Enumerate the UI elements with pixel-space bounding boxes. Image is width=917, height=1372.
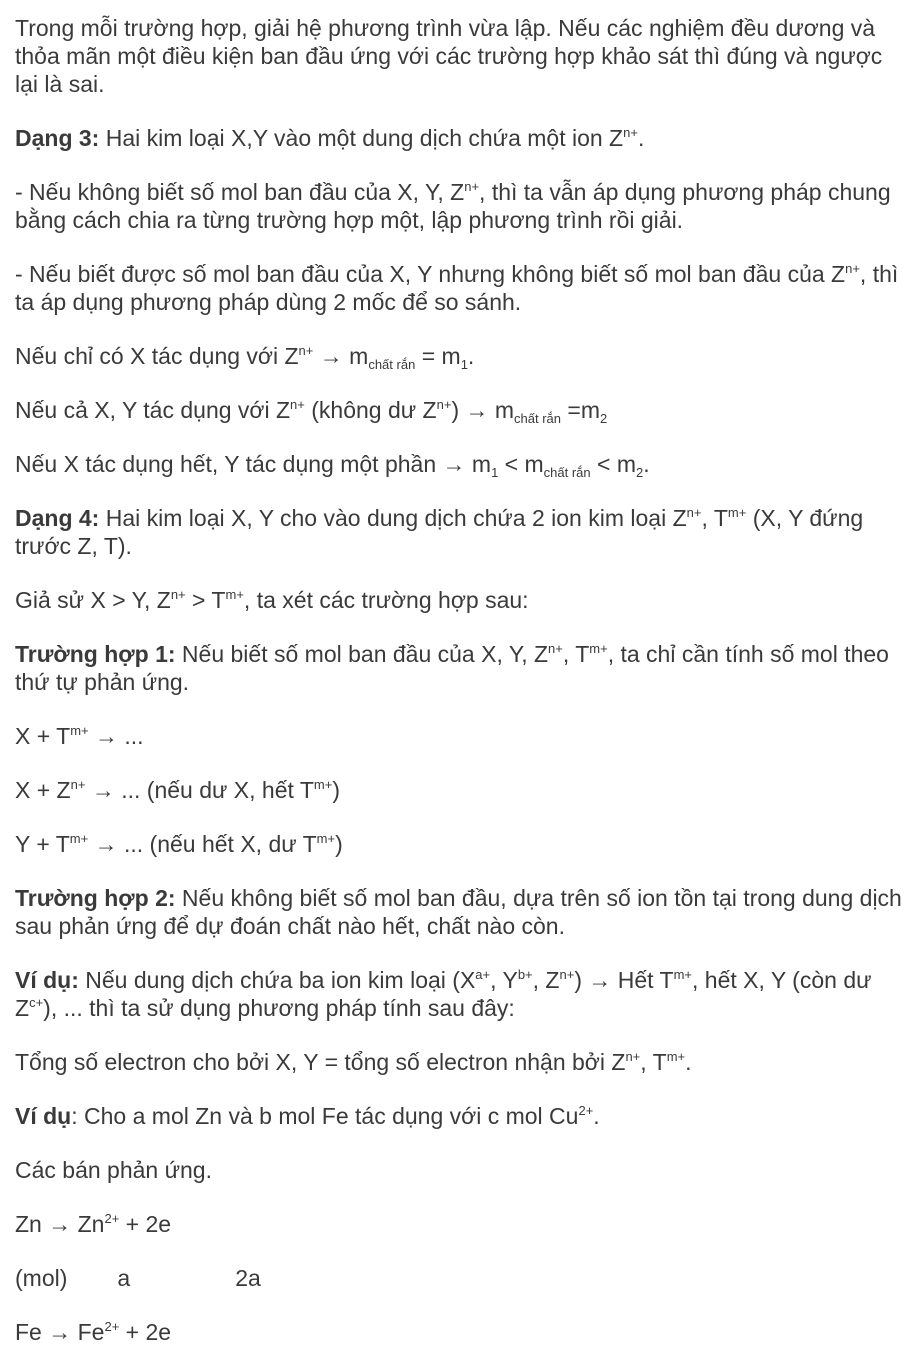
reaction-y-t	[15, 830, 905, 858]
text: < m	[498, 451, 544, 477]
text: , T	[701, 505, 728, 531]
superscript: a+	[475, 967, 491, 982]
text: .	[685, 1049, 692, 1075]
text: Nếu X tác dụng hết, Y tác dụng một phần → m	[15, 451, 492, 477]
text: - Nếu biết được số mol ban đầu của X, Y nhưng không biết số mol ban đầu của Z	[15, 261, 846, 287]
text: ) → m	[451, 397, 515, 423]
text: Hai kim loại X,Y vào một dung dịch chứa một ion Z	[99, 125, 624, 151]
mol-value-2a: 2a	[235, 1265, 261, 1291]
dang4-label: Dạng 4:	[15, 505, 100, 531]
text: Nếu không biết số mol ban đầu, dựa trên số ion tồn tại trong dung dịch sau phản ứng để dự đoán chất nào hết, chất nào còn.	[15, 885, 902, 939]
text: Nếu cả X, Y tác dụng với Z	[15, 397, 291, 423]
text: ), ... thì ta sử dụng phương pháp tính sau đây:	[43, 995, 515, 1021]
superscript: m+	[69, 831, 89, 846]
text: )	[332, 777, 340, 803]
case1-label: Trường hợp 1:	[15, 641, 176, 667]
text: → ... (nếu dư X, hết T	[85, 777, 314, 803]
text: - Nếu không biết số mol ban đầu của X, Y, Z	[15, 179, 465, 205]
superscript: 2+	[104, 1319, 120, 1334]
text: → m	[313, 343, 369, 369]
superscript: m+	[70, 723, 89, 738]
text: .	[593, 1103, 600, 1129]
text: , ta chỉ cần tính số mol theo thứ tự phản ứng.	[15, 641, 889, 695]
text: (X, Y đứng trước Z, T).	[15, 505, 864, 559]
reaction-x-z	[15, 776, 905, 804]
superscript: n+	[70, 777, 86, 792]
superscript: n+	[298, 343, 314, 358]
text: < m	[590, 451, 637, 477]
text: = m	[415, 343, 461, 369]
text: ) → Hết T	[574, 967, 674, 993]
text: Zn → Zn	[15, 1211, 105, 1237]
text: , Y	[490, 967, 518, 993]
mol-value-a: a	[117, 1265, 131, 1291]
superscript: n+	[623, 125, 638, 140]
reaction-zn	[15, 1210, 905, 1238]
subscript: 1	[460, 357, 468, 372]
example1-paragraph	[15, 966, 905, 1022]
text: , ta xét các trường hợp sau:	[243, 587, 529, 613]
text: : Cho a mol Zn và b mol Fe tác dụng với c mol Cu	[71, 1103, 579, 1129]
text: , thì ta vẫn áp dụng phương pháp chung bằng cách chia ra từng trường hợp một, lập phương trình rồi giải.	[15, 179, 891, 233]
superscript: m+	[589, 641, 608, 656]
dang3-case-unknown	[15, 178, 905, 234]
case2-paragraph	[15, 884, 905, 940]
text: X + Z	[15, 777, 71, 803]
text: .	[643, 451, 650, 477]
superscript: n+	[170, 587, 186, 602]
subscript: chất rắn	[368, 357, 416, 372]
text: , Z	[532, 967, 560, 993]
text: , hết X, Y (còn dư Z	[15, 967, 872, 1021]
text: .	[467, 343, 475, 369]
case2-label: Trường hợp 2:	[15, 885, 176, 911]
superscript: m+	[673, 967, 693, 982]
superscript: m+	[727, 505, 747, 520]
superscript: m+	[225, 587, 244, 602]
text: Y + T	[15, 831, 70, 857]
text: > T	[185, 587, 226, 613]
superscript: n+	[464, 179, 480, 194]
text: )	[335, 831, 343, 857]
subscript: chất rắn	[514, 411, 562, 426]
text: → ... (nếu hết X, dư T	[88, 831, 317, 857]
example1-label: Ví dụ:	[15, 967, 79, 993]
electron-balance	[15, 1048, 905, 1076]
superscript: n+	[845, 261, 860, 276]
superscript: 2+	[104, 1211, 120, 1226]
superscript: n+	[686, 505, 702, 520]
text: , thì ta áp dụng phương pháp dùng 2 mốc để so sánh.	[15, 261, 899, 315]
half-reactions-intro	[15, 1156, 905, 1184]
text: Nếu dung dịch chứa ba ion kim loại (X	[78, 967, 476, 993]
reaction-fe	[15, 1318, 905, 1346]
text: X + T	[15, 723, 71, 749]
text: .	[637, 125, 645, 151]
text: + 2e	[119, 1211, 172, 1237]
superscript: b+	[517, 967, 533, 982]
text: Nếu biết số mol ban đầu của X, Y, Z	[175, 641, 549, 667]
dang3-case-known	[15, 260, 905, 316]
text: + 2e	[119, 1319, 172, 1345]
text: Tổng số electron cho bởi X, Y = tổng số electron nhận bởi Z	[15, 1049, 626, 1075]
dang3-heading-paragraph	[15, 124, 905, 152]
text: =m	[561, 397, 601, 423]
mol-row	[15, 1264, 905, 1292]
text: Hai kim loại X, Y cho vào dung dịch chứa 2 ion kim loại Z	[99, 505, 687, 531]
reaction-x-t	[15, 722, 905, 750]
example2-label: Ví dụ	[15, 1103, 72, 1129]
condition-m2	[15, 396, 905, 424]
condition-m1	[15, 342, 905, 370]
superscript: n+	[290, 397, 305, 412]
mol-label: (mol)	[15, 1265, 68, 1291]
text: , T	[562, 641, 590, 667]
superscript: m+	[316, 831, 336, 846]
superscript: c+	[29, 995, 44, 1010]
superscript: n+	[559, 967, 575, 982]
dang4-heading-paragraph	[15, 504, 905, 560]
superscript: m+	[313, 777, 333, 792]
text: Fe → Fe	[15, 1319, 105, 1345]
superscript: n+	[436, 397, 452, 412]
text: → ...	[88, 723, 144, 749]
case1-paragraph	[15, 640, 905, 696]
intro-paragraph	[15, 14, 905, 98]
subscript: 2	[600, 411, 608, 426]
document-body	[15, 14, 905, 1372]
superscript: 2+	[578, 1103, 594, 1118]
subscript: 2	[636, 465, 644, 480]
dang3-label: Dạng 3:	[15, 125, 100, 151]
text: Giả sử X > Y, Z	[15, 587, 171, 613]
intro-text: Trong mỗi trường hợp, giải hệ phương trình vừa lập. Nếu các nghiệm đều dương và thỏa mãn một điều kiện ban đầu ứng với các trường hợp khảo sát thì đúng và ngược lại là sai.	[15, 15, 883, 97]
text: , T	[640, 1049, 667, 1075]
text: Nếu chỉ có X tác dụng với Z	[15, 343, 299, 369]
subscript: 1	[491, 465, 499, 480]
assumption-paragraph	[15, 586, 905, 614]
superscript: n+	[625, 1049, 641, 1064]
condition-range	[15, 450, 905, 478]
superscript: m+	[666, 1049, 686, 1064]
text: Các bán phản ứng.	[15, 1157, 212, 1183]
example2-paragraph	[15, 1102, 905, 1130]
subscript: chất rắn	[543, 465, 591, 480]
superscript: n+	[548, 641, 563, 656]
text: (không dư Z	[304, 397, 437, 423]
